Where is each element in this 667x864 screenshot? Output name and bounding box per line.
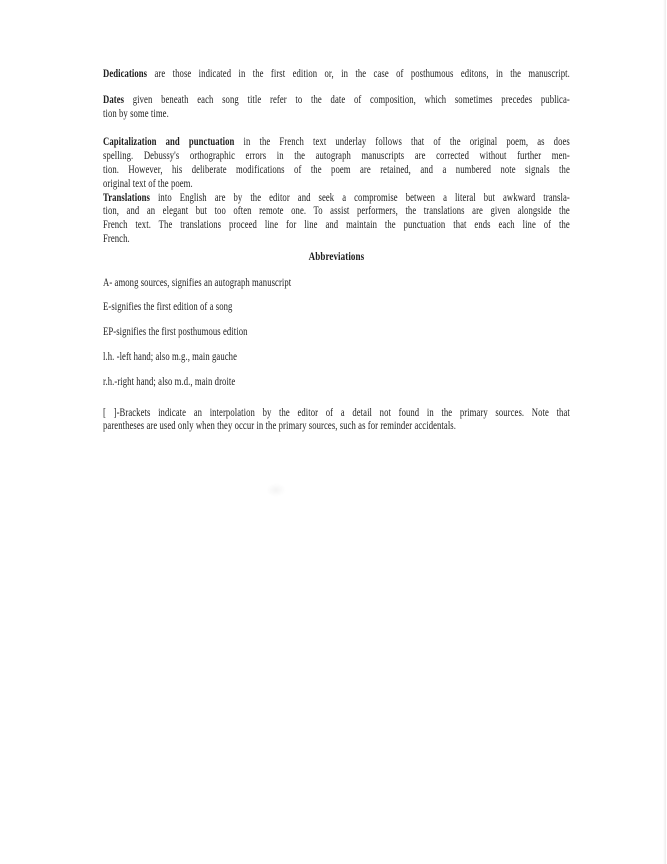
term-dates: Dates: [103, 93, 125, 106]
text-line: French text. The translations proceed line for line and maintain the punctuation that ends each line of the: [103, 219, 570, 232]
abbreviation-item-left-hand: l.h. -left hand; also m.g., main gauche: [103, 350, 237, 363]
text-line: parentheses are used only when they occur in the primary sources, such as for reminder accidentals.: [103, 420, 456, 433]
abbreviations-heading: Abbreviations: [308, 248, 365, 263]
text-line: tion, and an elegant but too often remote one. To assist performers, the translations are given alongside the: [103, 205, 570, 218]
text-line: tion by some time.: [103, 107, 169, 120]
paragraph-dedications: [103, 68, 570, 82]
paragraph-text: in the French text underlay follows that of the original poem, as does: [234, 136, 570, 149]
abbreviation-item-right-hand: r.h.-right hand; also m.d., main droite: [103, 375, 236, 388]
text-line: [ ]-Brackets indicate an interpolation by the editor of a detail not found in the primary sources. Note that: [103, 406, 570, 419]
paragraph-text: into English are by the editor and seek a compromise between a literal but awkward transla-: [149, 191, 570, 204]
scan-edge-artifact: [663, 0, 666, 864]
abbreviation-item-autograph: A- among sources, signifies an autograph manuscript: [103, 276, 292, 289]
paragraph-text: are those indicated in the first edition or, in the case of posthumous editons, in the manuscript.: [147, 68, 570, 80]
text-line: tion. However, his deliberate modifications of the poem are retained, and a numbered note signals the: [103, 163, 570, 176]
text-line: [103, 68, 570, 82]
paragraph-dates: [103, 94, 570, 122]
brackets-note: [103, 407, 570, 435]
text-block: [103, 68, 570, 434]
text-line: [103, 192, 570, 206]
scan-smudge-artifact: [266, 483, 286, 497]
text-line: original text of the poem.: [103, 177, 193, 190]
text-line: French.: [103, 232, 130, 245]
text-line: [103, 94, 570, 108]
paragraph-capitalization: [103, 136, 570, 191]
abbreviation-item-first-edition: E-signifies the first edition of a song: [103, 301, 233, 314]
paragraph-text: given beneath each song title refer to the date of composition, which sometimes precedes publica-: [124, 93, 570, 106]
term-translations: Translations: [103, 191, 150, 204]
text-line: spelling. Debussy's orthographic errors in the autograph manuscripts are corrected without further men-: [103, 150, 570, 163]
text-line: [103, 136, 570, 150]
term-dedications: Dedications: [103, 68, 148, 80]
term-capitalization-and-punctuation: Capitalization and punctuation: [103, 136, 235, 149]
abbreviation-item-posthumous-edition: EP-signifies the first posthumous edition: [103, 326, 248, 339]
paragraph-translations: [103, 192, 570, 247]
